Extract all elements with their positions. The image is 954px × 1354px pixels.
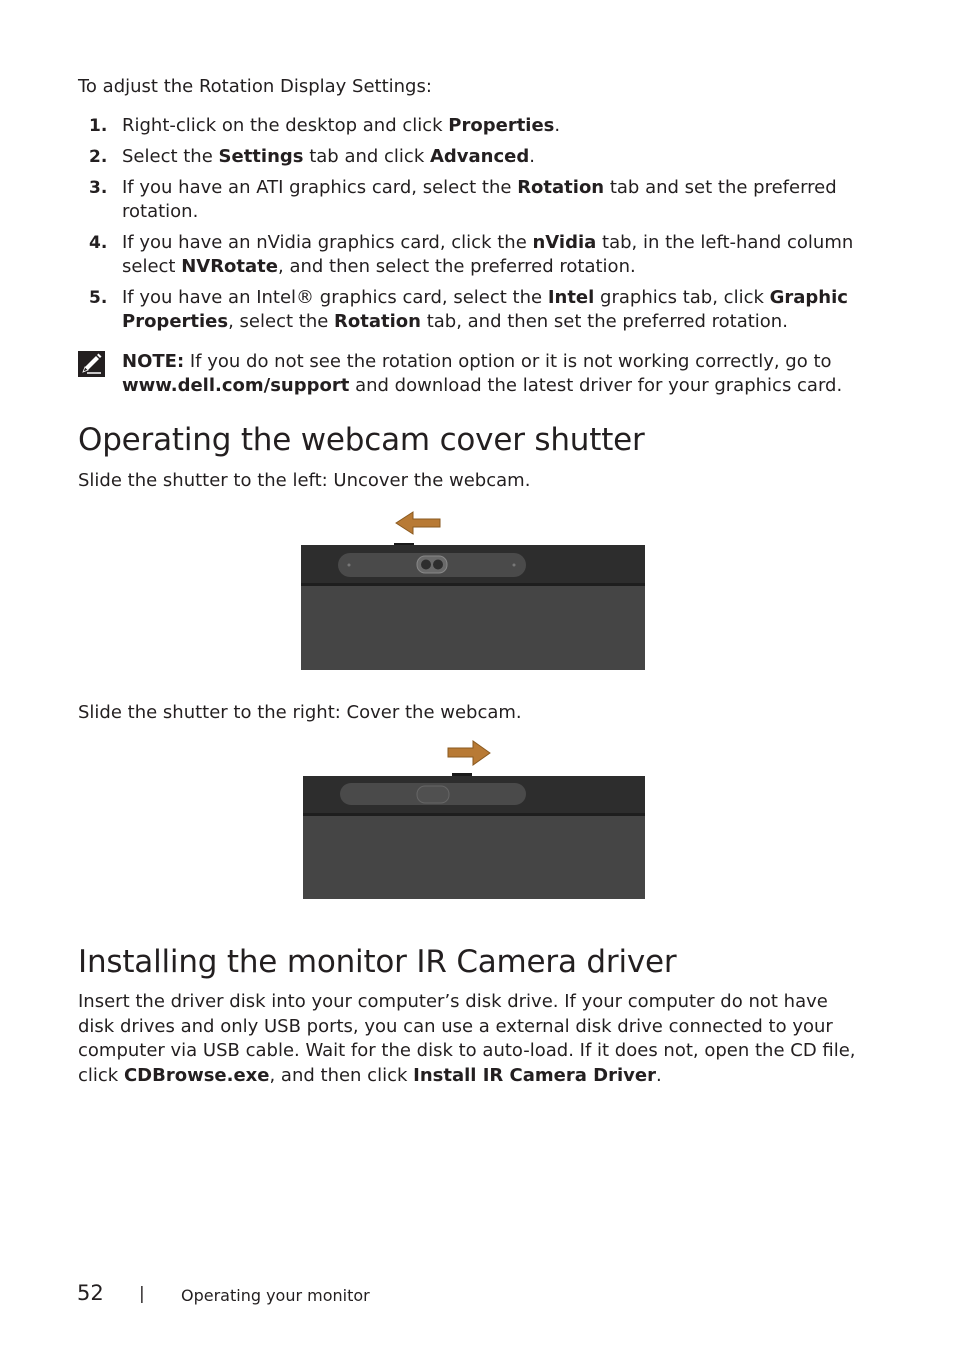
text-run: , select the <box>228 311 335 332</box>
text-run: Insert the driver disk into your computer’s disk drive. If your computer do not have disk drives and only USB ports, you can use a external disk drive connected to your computer via USB cable. Wait for the disk to auto-load. If it does not, open the CD file, click <box>78 991 856 1086</box>
text-run: , and then select the preferred rotation. <box>278 256 636 277</box>
bold-term: Properties <box>448 115 555 136</box>
footer-section-title: Operating your monitor <box>181 1286 370 1305</box>
text-run: Right-click on the desktop and click <box>122 115 449 136</box>
arrow-left-icon <box>396 512 440 534</box>
step-item <box>78 176 878 224</box>
bold-term: nVidia <box>532 232 597 253</box>
text-run: . <box>655 1064 662 1086</box>
bold-term: Install IR Camera Driver <box>413 1064 656 1086</box>
note-box <box>78 350 878 398</box>
text-run: . <box>529 146 535 167</box>
bold-term: Graphic Properties <box>122 287 848 332</box>
text-run: tab and set the preferred rotation. <box>122 177 837 222</box>
bold-term: Intel <box>547 287 595 308</box>
note-pencil-icon <box>78 351 105 377</box>
support-link[interactable]: www.dell.com/support <box>122 375 350 396</box>
page-number: 52 <box>77 1281 104 1305</box>
note-label: NOTE: <box>122 351 185 372</box>
text-run: tab, in the left-hand column select <box>122 232 854 277</box>
bold-term: NVRotate <box>181 256 278 277</box>
note-text-2: and download the latest driver for your graphics card. <box>349 375 843 396</box>
text-run: If you have an ATI graphics card, select the <box>122 177 518 198</box>
text-run: . <box>554 115 561 136</box>
intro-text: To adjust the Rotation Display Settings: <box>78 76 432 97</box>
text-run: graphics tab, click <box>594 287 770 308</box>
steps-list <box>78 114 878 341</box>
step-item <box>78 145 878 169</box>
step-item <box>78 114 878 138</box>
section-heading-driver: Installing the monitor IR Camera driver <box>78 944 677 980</box>
step-number: 5. <box>89 288 108 308</box>
note-text <box>122 350 878 398</box>
text-run: , and then click <box>269 1064 414 1086</box>
note-text-1: If you do not see the rotation option or it is not working correctly, go to <box>184 351 832 372</box>
bold-term: CDBrowse.exe <box>123 1064 270 1086</box>
step-item <box>78 286 878 334</box>
caption-cover: Slide the shutter to the right: Cover the webcam. <box>78 702 522 723</box>
bold-term: Settings <box>218 146 304 167</box>
caption-uncover: Slide the shutter to the left: Uncover the webcam. <box>78 470 531 491</box>
step-number: 3. <box>89 178 108 198</box>
step-number: 1. <box>89 116 108 136</box>
step-number: 4. <box>89 233 108 253</box>
step-item <box>78 231 878 279</box>
text-run: If you have an Intel® graphics card, select the <box>122 287 548 308</box>
text-run: If you have an nVidia graphics card, click the <box>122 232 533 253</box>
bold-term: Rotation <box>334 311 421 332</box>
webcam-uncover-figure <box>300 505 646 672</box>
text-run: Select the <box>122 146 219 167</box>
driver-instructions <box>78 990 868 1088</box>
arrow-right-icon <box>448 741 490 765</box>
section-heading-shutter: Operating the webcam cover shutter <box>78 422 645 458</box>
footer-separator: | <box>139 1284 145 1304</box>
bold-term: Advanced <box>429 146 530 167</box>
text-run: tab and click <box>303 146 430 167</box>
step-number: 2. <box>89 147 108 167</box>
bold-term: Rotation <box>517 177 605 198</box>
webcam-cover-figure <box>300 737 646 901</box>
text-run: tab, and then set the preferred rotation. <box>420 311 788 332</box>
